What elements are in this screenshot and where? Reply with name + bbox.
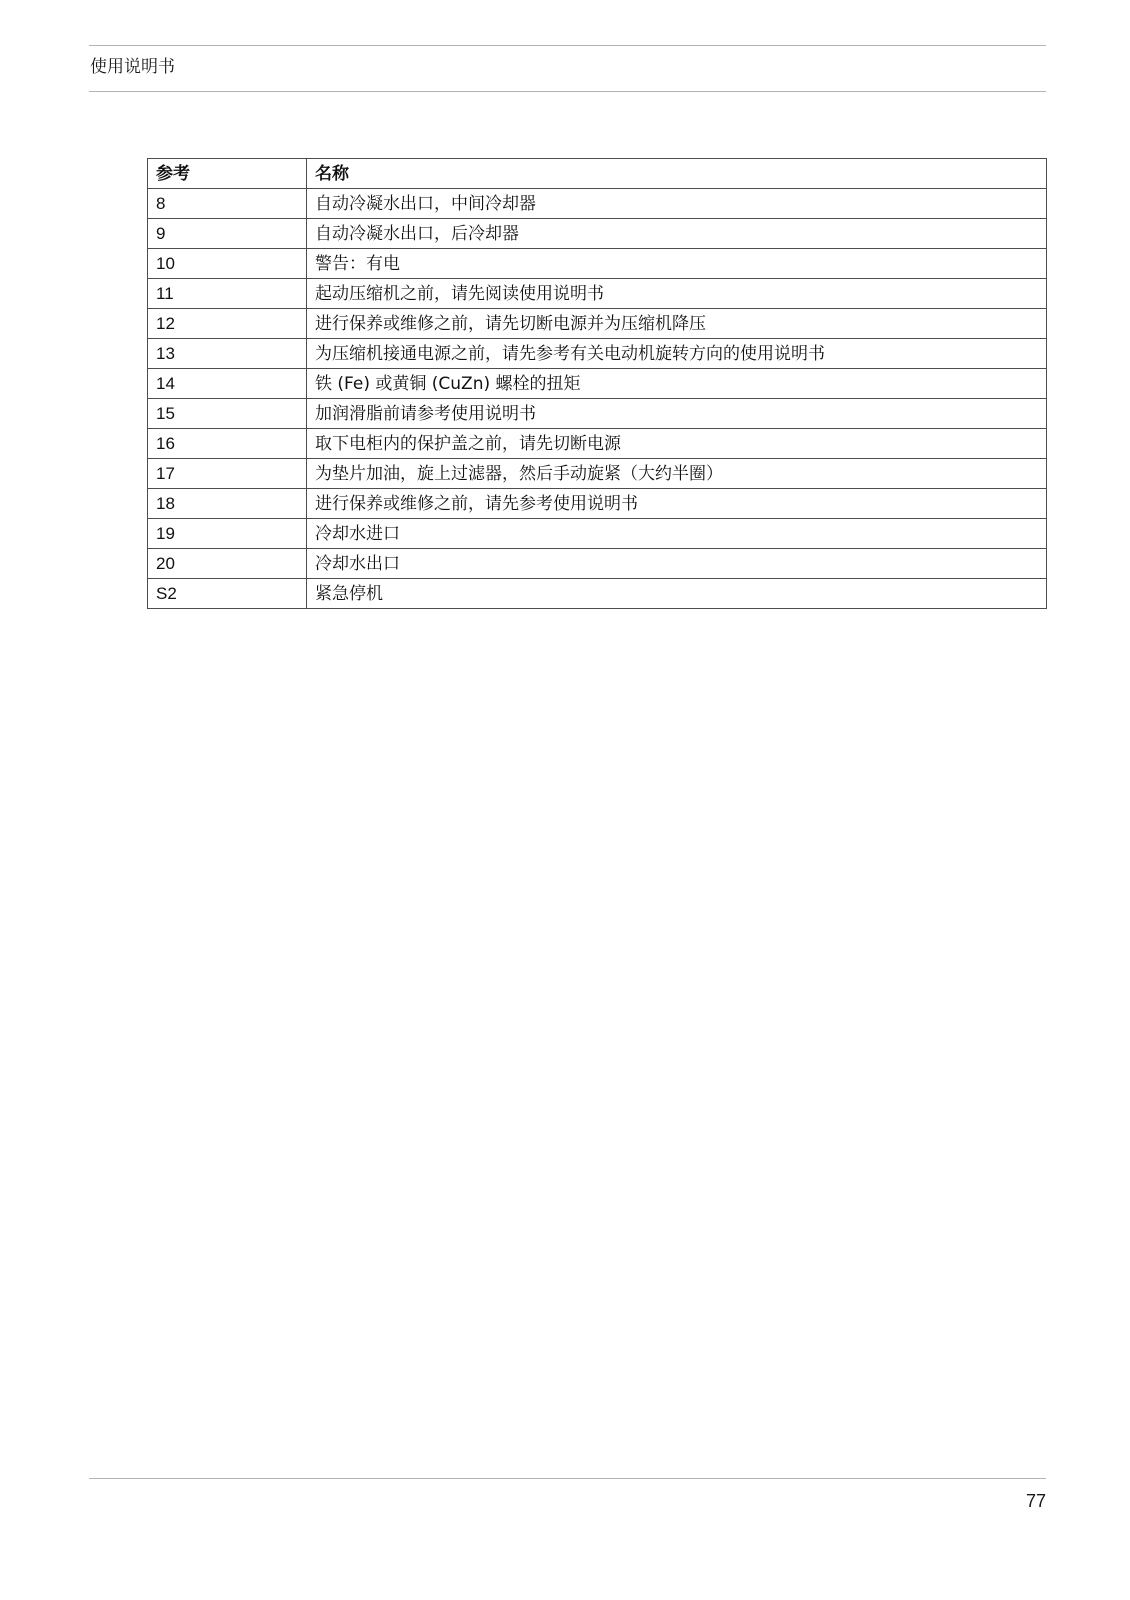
ref-cell: 8: [148, 189, 307, 219]
name-cell: 铁 (Fe) 或黄铜 (CuZn) 螺栓的扭矩: [307, 369, 1047, 399]
table-row: [148, 429, 1047, 459]
name-cell: 警告：有电: [307, 249, 1047, 279]
ref-cell: 10: [148, 249, 307, 279]
ref-cell: 18: [148, 489, 307, 519]
ref-cell: 14: [148, 369, 307, 399]
table-row: [148, 369, 1047, 399]
name-cell: 为垫片加油，旋上过滤器，然后手动旋紧（大约半圈）: [307, 459, 1047, 489]
table-row: [148, 339, 1047, 369]
column-header-name: 名称: [307, 159, 1047, 189]
name-cell: 为压缩机接通电源之前，请先参考有关电动机旋转方向的使用说明书: [307, 339, 1047, 369]
name-cell: 自动冷凝水出口，中间冷却器: [307, 189, 1047, 219]
name-cell: 进行保养或维修之前，请先参考使用说明书: [307, 489, 1047, 519]
name-cell: 进行保养或维修之前，请先切断电源并为压缩机降压: [307, 309, 1047, 339]
reference-table: [147, 158, 1047, 609]
table-row: [148, 399, 1047, 429]
ref-cell: 20: [148, 549, 307, 579]
table-row: [148, 189, 1047, 219]
table-row: [148, 579, 1047, 609]
ref-cell: 9: [148, 219, 307, 249]
name-cell: 取下电柜内的保护盖之前，请先切断电源: [307, 429, 1047, 459]
ref-cell: 16: [148, 429, 307, 459]
ref-cell: 17: [148, 459, 307, 489]
name-cell: 起动压缩机之前，请先阅读使用说明书: [307, 279, 1047, 309]
ref-cell: 19: [148, 519, 307, 549]
document-title: 使用说明书: [90, 57, 175, 77]
ref-cell: 15: [148, 399, 307, 429]
header-top-rule: [89, 45, 1046, 46]
table-header-row: [148, 159, 1047, 189]
column-header-ref: 参考: [148, 159, 307, 189]
name-cell: 自动冷凝水出口，后冷却器: [307, 219, 1047, 249]
header-bottom-rule: [89, 91, 1046, 92]
ref-cell: 11: [148, 279, 307, 309]
ref-cell: 12: [148, 309, 307, 339]
table-row: [148, 519, 1047, 549]
table-row: [148, 549, 1047, 579]
name-cell: 冷却水出口: [307, 549, 1047, 579]
table-row: [148, 309, 1047, 339]
footer-rule: [89, 1478, 1046, 1479]
name-cell: 加润滑脂前请参考使用说明书: [307, 399, 1047, 429]
page-number: 77: [1025, 1491, 1046, 1511]
table-row: [148, 219, 1047, 249]
name-cell: 紧急停机: [307, 579, 1047, 609]
ref-cell: S2: [148, 579, 307, 609]
table-row: [148, 279, 1047, 309]
ref-cell: 13: [148, 339, 307, 369]
table-row: [148, 459, 1047, 489]
table-row: [148, 249, 1047, 279]
name-cell: 冷却水进口: [307, 519, 1047, 549]
table-row: [148, 489, 1047, 519]
